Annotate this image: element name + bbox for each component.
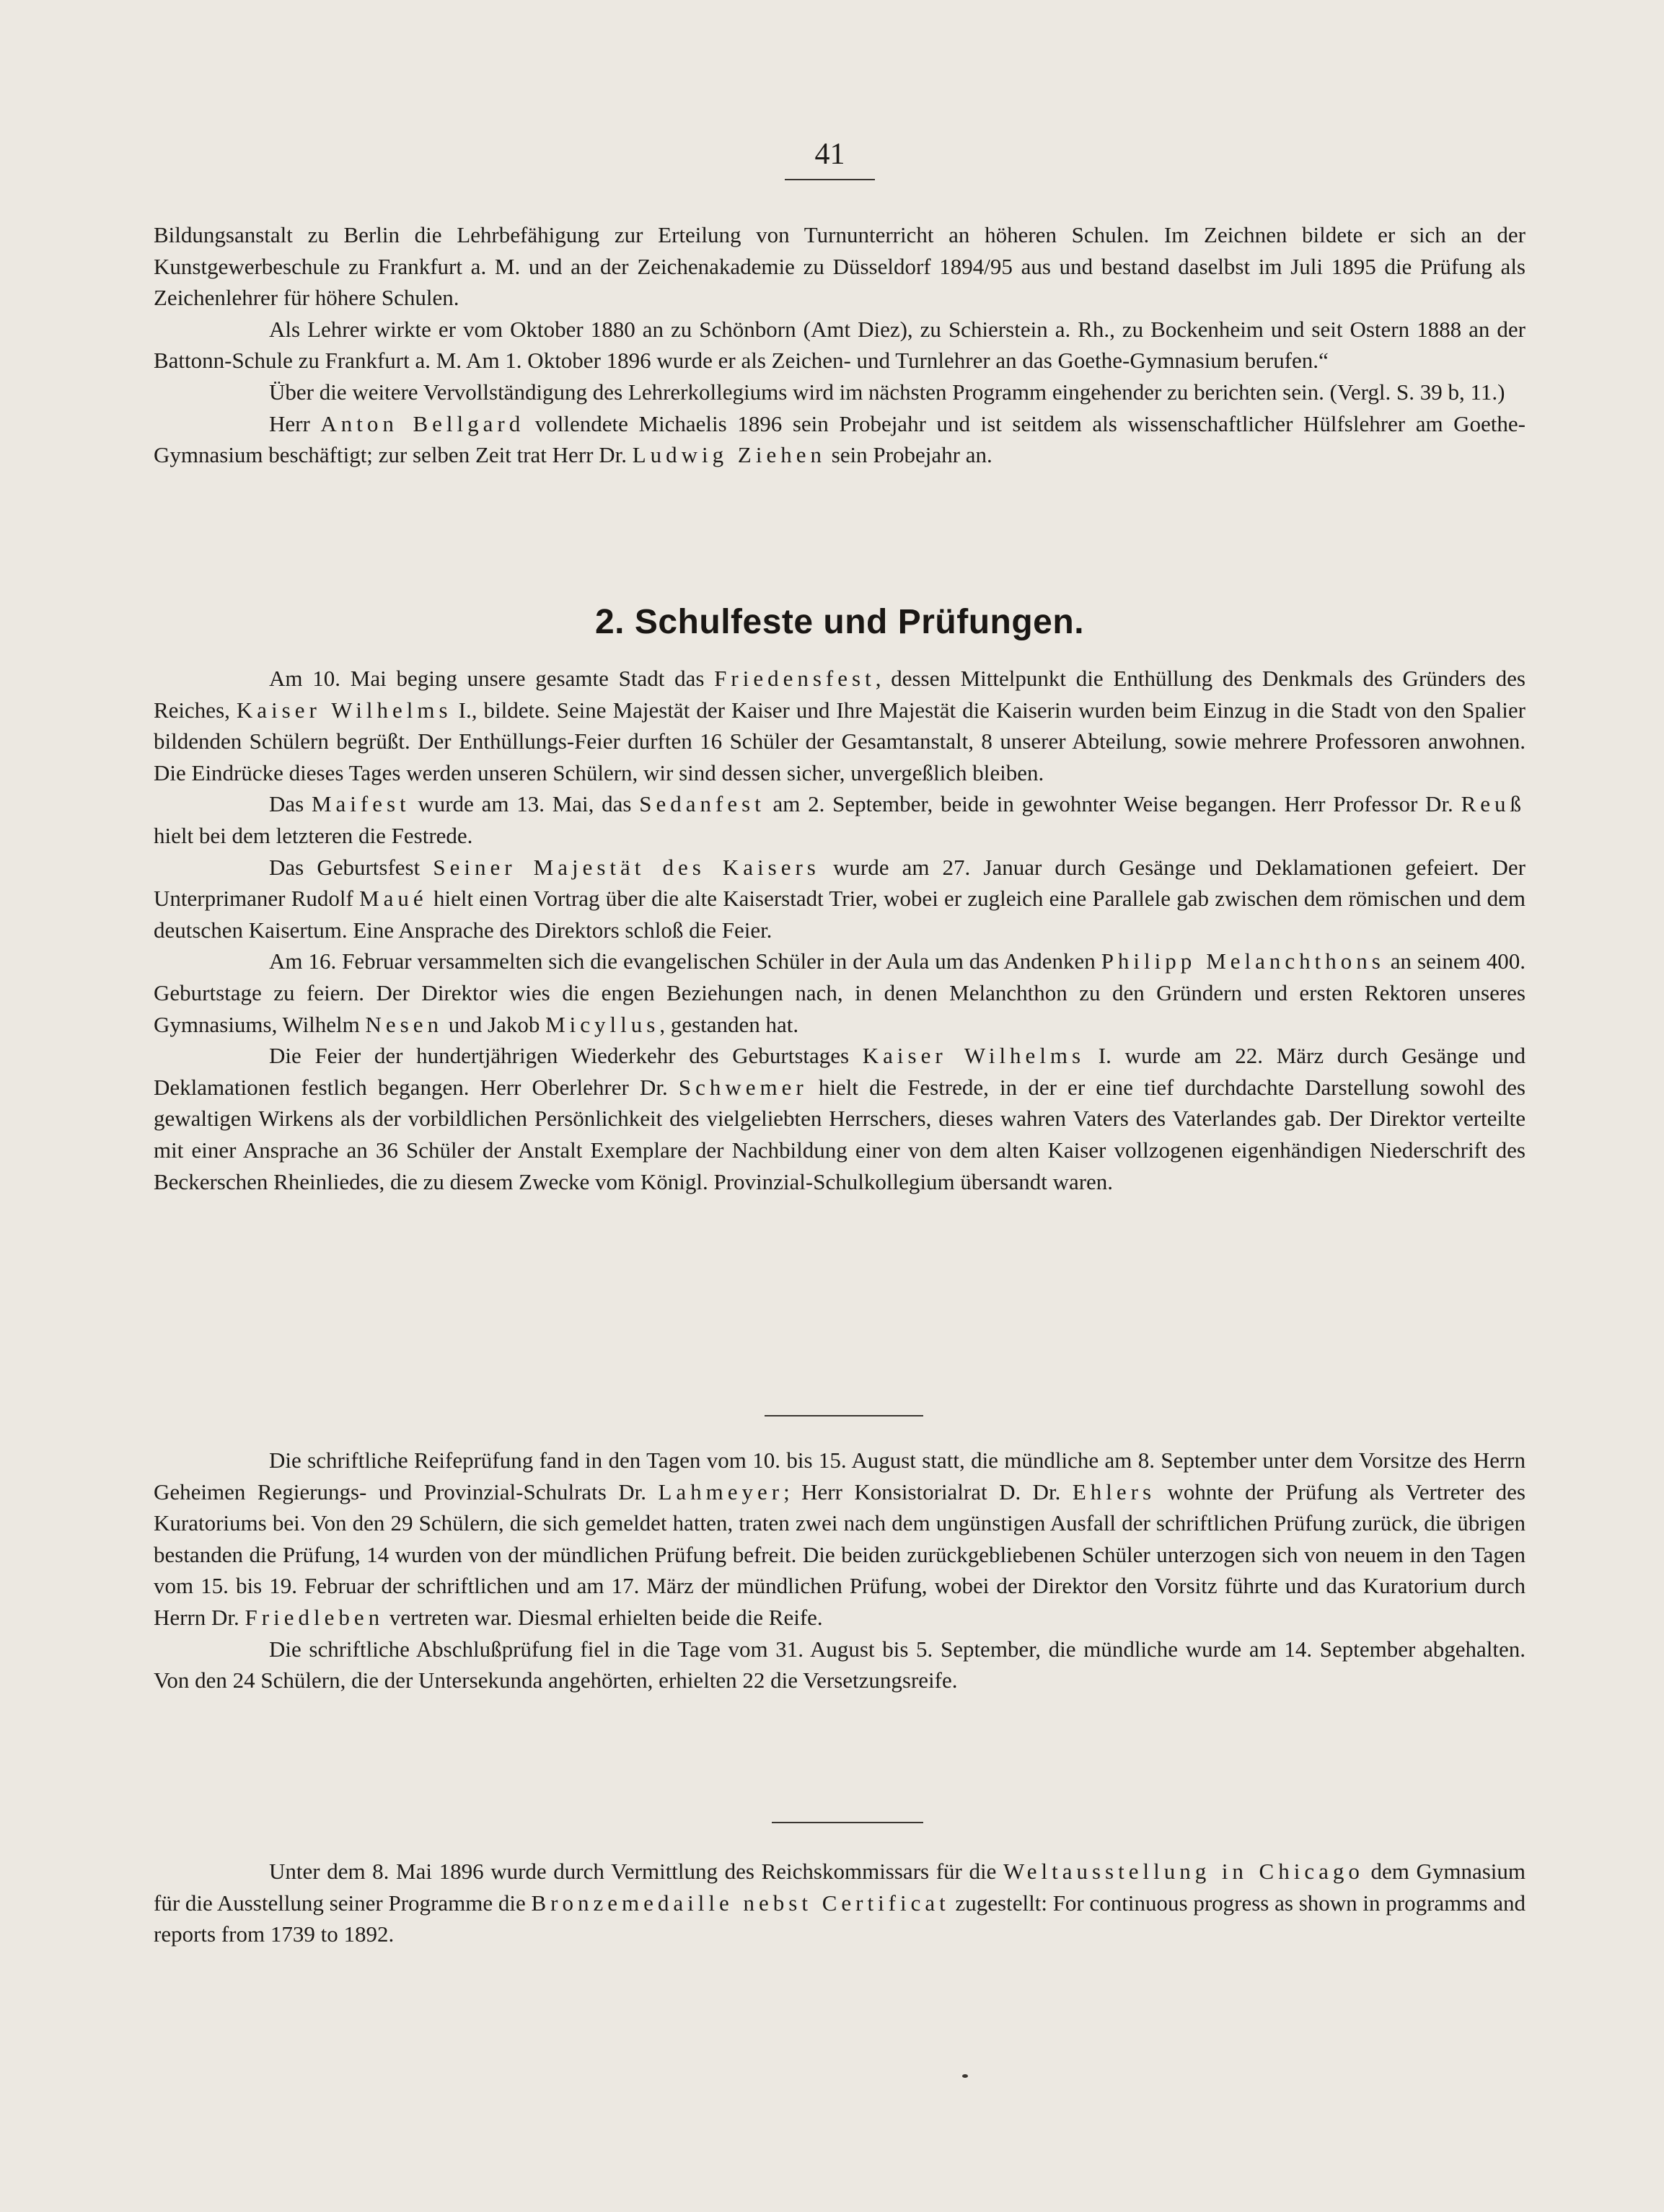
- text-run: wohnte der Prüfung als Vertreter des Kuratoriums bei. Von den 29 Schülern, die sich gemeldet hatten, traten zwei nach dem ungünstigen Ausfall der schriftlichen Prüfung zurück, die übrigen bestanden die Prüfung, 14 wurden von der mündlichen Prüfung befreit. Die beiden zurückgebliebenen Schüler unterzogen sich von neuem in den Tagen vom 15. bis 19. Februar der schriftlichen und am 17. März der mündlichen Prüfung, wobei der Direktor den Vorsitz führte und das Kuratorium durch Herrn Dr.: [154, 1479, 1526, 1630]
- text-run: Die schriftliche Abschlußprüfung fiel in die Tage vom 31. August bis 5. September, die mündliche wurde am 14. September abgehalten. Von den 24 Schülern, die der Untersekunda angehörten, erhielten 22 die Versetzungsreife.: [154, 1636, 1526, 1693]
- text-run: hielt die Festrede, in der er eine tief durchdachte Darstellung sowohl des gewaltigen Wirkens als der vorbildlichen Persönlichkeit des vielgeliebten Herrschers, dieses wahren Vaters des Vaterlandes gab. Der Direktor verteilte mit einer Ansprache an 36 Schüler der Anstalt Exemplare der Nachbildung einer von dem alten Kaiser vollzogenen eigenhändigen Niederschrift des Beckerschen Rheinliedes, die zu diesem Zwecke vom Königl. Provinzial-Schulkollegium übersandt waren.: [154, 1074, 1526, 1194]
- section-heading: 2. Schulfeste und Prüfungen.: [594, 603, 1085, 641]
- text-run: Unter dem 8. Mai 1896 wurde durch Vermittlung des Reichskommissars für die: [269, 1859, 1003, 1884]
- spaced-name: Maifest: [311, 791, 410, 817]
- paragraph: [154, 1634, 1526, 1696]
- spaced-name: Friedensfest: [714, 666, 876, 691]
- text-run: I., bildete. Seine Majestät der Kaiser und Ihre Majestät die Kaiserin wurden beim Einzug in die Stadt von den Spalier bildenden Schülern begrüßt. Der Enthüllungs-Feier durften 16 Schüler der Gesamtanstalt, 8 unserer Abteilung, sowie mehrere Professoren anwohnen. Die Eindrücke dieses Tages werden unseren Schülern, wir sind dessen sicher, unvergeßlich bleiben.: [154, 697, 1526, 785]
- spaced-name: Bronzemedaille nebst Certificat: [531, 1890, 950, 1916]
- text-run: am 2. September, beide in gewohnter Weise begangen. Herr Professor Dr.: [765, 791, 1461, 817]
- text-run: sein Probejahr an.: [825, 442, 992, 468]
- paragraph: [154, 788, 1526, 851]
- spaced-name: Anton Bellgard: [320, 410, 525, 436]
- text-run: ; Herr Konsistorialrat D. Dr.: [783, 1479, 1073, 1504]
- text-run: an seinem 400. Geburtstage zu feiern. Der Direktor wies die engen Beziehungen nach, in denen Melanchthon zu den Gründern und ersten Rektoren unseres Gymnasiums, Wilhelm: [154, 948, 1526, 1037]
- spaced-name: Kaiser Wilhelms: [862, 1043, 1086, 1069]
- spaced-name: Nesen: [365, 1011, 444, 1037]
- text-run: Herr: [269, 410, 321, 436]
- spaced-name: Kaiser Wilhelms: [236, 697, 452, 723]
- paragraph: [154, 314, 1526, 376]
- paragraph: [154, 376, 1526, 408]
- page-number: 41: [785, 137, 875, 180]
- paragraphs-exams: [154, 1445, 1526, 1696]
- text-run: hielt bei dem letzteren die Festrede.: [154, 822, 473, 848]
- ink-smudge: [962, 2074, 968, 2078]
- paragraph: [154, 408, 1526, 471]
- text-run: Die schriftliche Reifeprüfung fand in den Tagen vom 10. bis 15. August statt, die mündliche am 8. September unter dem Vorsitze des Herrn Geheimen Regierungs- und Provinzial-Schulrats Dr.: [154, 1448, 1526, 1504]
- spaced-name: Friedleben: [245, 1604, 384, 1630]
- spaced-name: Seiner Majestät des Kaisers: [433, 854, 820, 880]
- spaced-name: Weltausstellung in Chicago: [1003, 1859, 1364, 1884]
- text-run: dem Gymnasium für die Ausstellung seiner Programme die: [154, 1859, 1526, 1916]
- spaced-name: Reuß: [1461, 791, 1526, 817]
- paragraph: [154, 219, 1526, 314]
- spaced-name: Ludwig Ziehen: [632, 442, 826, 468]
- text-run: vertreten war. Diesmal erhielten beide die Reife.: [384, 1604, 823, 1630]
- text-run: vollendete Michaelis 1896 sein Probejahr und ist seitdem als wissenschaftlicher Hülfslehrer am Goethe-Gymnasium beschäftigt; zur selben Zeit trat Herr Dr.: [154, 410, 1526, 468]
- spaced-name: Maué: [359, 886, 428, 912]
- spaced-name: Micyllus: [545, 1011, 660, 1037]
- paragraphs-exhibition: [154, 1856, 1526, 1950]
- paragraphs-top: [154, 219, 1526, 471]
- paragraph: [154, 1040, 1526, 1197]
- text-run: , gestanden hat.: [659, 1011, 799, 1037]
- text-run: wurde am 27. Januar durch Gesänge und Deklamationen gefeiert. Der Unterprimaner Rudolf: [154, 854, 1526, 912]
- spaced-name: Sedanfest: [639, 791, 765, 817]
- paragraph: [154, 852, 1526, 946]
- spaced-name: Schwemer: [678, 1074, 808, 1100]
- text-run: Als Lehrer wirkte er vom Oktober 1880 an zu Schönborn (Amt Diez), zu Schierstein a. Rh., zu Bockenheim und seit Ostern 1888 an der Battonn-Schule zu Frankfurt a. M. Am 1. Oktober 1896 wurde er als Zeichen- und Turnlehrer an das Goethe-Gymnasium berufen.“: [154, 316, 1526, 374]
- section-divider: [765, 1415, 923, 1416]
- text-run: Das: [269, 791, 312, 817]
- text-run: Die Feier der hundertjährigen Wiederkehr des Geburtstages: [269, 1043, 863, 1069]
- text-run: und Jakob: [443, 1011, 546, 1037]
- text-run: hielt einen Vortrag über die alte Kaiserstadt Trier, wobei er zugleich eine Parallele gab zwischen dem römischen und dem deutschen Kaisertum. Eine Ansprache des Direktors schloß die Feier.: [154, 886, 1526, 943]
- paragraph: [154, 663, 1526, 788]
- text-run: Am 16. Februar versammelten sich die evangelischen Schüler in der Aula um das Andenken: [269, 948, 1101, 974]
- paragraphs-festivals: [154, 663, 1526, 1197]
- text-run: zugestellt: For continuous progress as shown in programms and reports from 1739 to 1892.: [154, 1890, 1526, 1947]
- text-run: Über die weitere Vervollständigung des Lehrerkollegiums wird im nächsten Programm eingehender zu berichten sein. (Vergl. S. 39 b, 11.): [269, 379, 1505, 405]
- text-run: Am 10. Mai beging unsere gesamte Stadt das: [269, 666, 715, 691]
- text-run: , dessen Mittelpunkt die Enthüllung des Denkmals des Gründers des Reiches,: [154, 666, 1526, 723]
- text-run: Das Geburtsfest: [269, 854, 433, 880]
- text-run: I. wurde am 22. März durch Gesänge und Deklamationen festlich begangen. Herr Oberlehrer Dr.: [154, 1043, 1526, 1100]
- paragraph: [154, 946, 1526, 1040]
- section-divider: [772, 1822, 923, 1823]
- paragraph: [154, 1856, 1526, 1950]
- spaced-name: Ehlers: [1072, 1479, 1156, 1504]
- spaced-name: Philipp Melanchthons: [1101, 948, 1385, 974]
- text-run: Bildungsanstalt zu Berlin die Lehrbefähigung zur Erteilung von Turnunterricht an höheren Schulen. Im Zeichnen bildete er sich an der Kunstgewerbeschule zu Frankfurt a. M. und an der Zeichenakademie zu Düsseldorf 1894/95 aus und bestand daselbst im Juli 1895 die Prüfung als Zeichenlehrer für höhere Schulen.: [154, 222, 1526, 311]
- text-run: wurde am 13. Mai, das: [410, 791, 640, 817]
- spaced-name: Lahmeyer: [658, 1479, 784, 1504]
- paragraph: [154, 1445, 1526, 1634]
